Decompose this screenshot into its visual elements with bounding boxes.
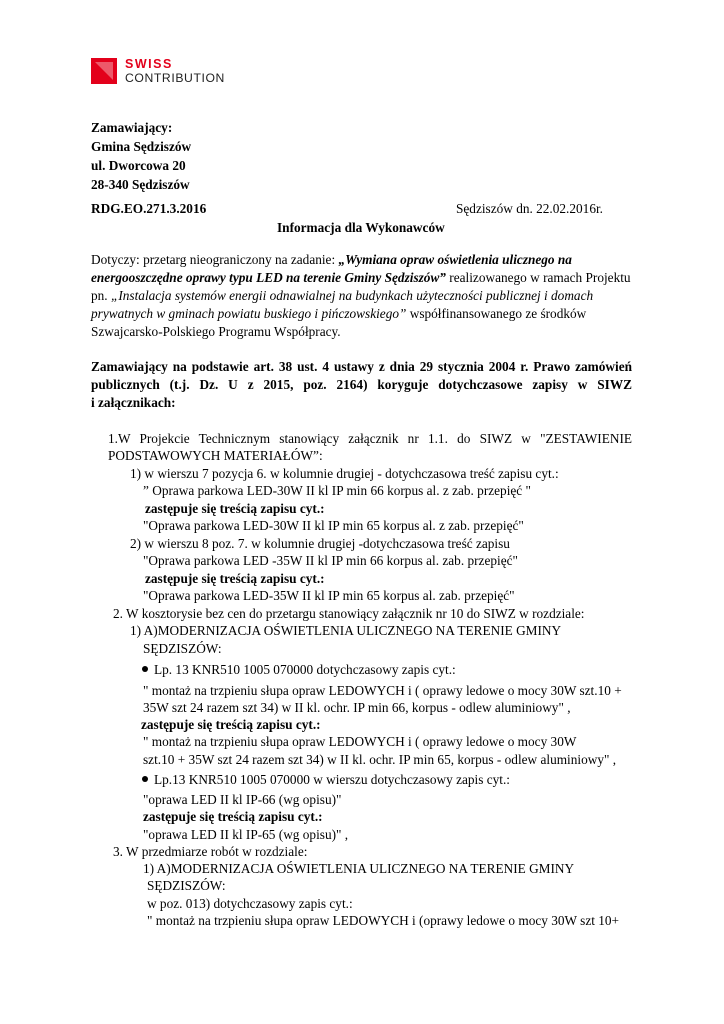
section-1-item-2: 2) w wierszu 8 poz. 7. w kolumnie drugiej -dotychczasowa treść zapisu	[130, 536, 510, 551]
subject-project-name: „Instalacja systemów energii odnawialnej na budynkach użyteczności publicznej i domach	[110, 288, 594, 303]
section-2-lp13b-new: "oprawa LED II kl IP-65 (wg opisu)" ,	[143, 827, 349, 842]
bullet-icon	[142, 666, 148, 672]
section-3-pos013-old: " montaż na trzpieniu słupa opraw LEDOWYCH i (oprawy ledowe o mocy 30W szt 10+	[147, 913, 620, 928]
intro-line-1: Zamawiający na podstawie art. 38 ust. 4 ustawy z dnia 29 stycznia 2004 r. Prawo zamówień	[91, 359, 632, 374]
bullet-icon	[142, 776, 148, 782]
swiss-cross-logo-icon	[91, 58, 117, 84]
subject-line-3	[91, 287, 593, 304]
section-1-item-2-replace: zastępuje się treścią zapisu cyt.:	[145, 571, 325, 586]
section-1-item-2-old: "Oprawa parkowa LED -35W II kl IP min 66 korpus al. zab. przepięć"	[143, 553, 518, 568]
section-3-pos013: w poz. 013) dotychczasowy zapis cyt.:	[147, 896, 353, 911]
section-2-lp13b-old-intro: Lp.13 KNR510 1005 070000 w wierszu dotychczasowy zapis cyt.:	[154, 772, 510, 787]
section-2-chapter: 1) A)MODERNIZACJA OŚWIETLENIA ULICZNEGO NA TERENIE GMINY	[130, 623, 562, 638]
section-1-line-2: PODSTAWOWYCH MATERIAŁÓW”:	[108, 448, 323, 463]
section-1-item-1-old: ” Oprawa parkowa LED-30W II kl IP min 66 korpus al. z zab. przepięć "	[143, 483, 531, 498]
subject-line-5: Szwajcarsko-Polskiego Programu Współpracy.	[91, 324, 341, 339]
authority-name: Gmina Sędziszów	[91, 139, 192, 154]
section-2-lp13-old-intro: Lp. 13 KNR510 1005 070000 dotychczasowy zapis cyt.:	[154, 662, 456, 677]
section-2-lp13b-replace: zastępuje się treścią zapisu cyt.:	[143, 809, 323, 824]
section-3-chapter: 1) A)MODERNIZACJA OŚWIETLENIA ULICZNEGO NA TERENIE GMINY	[143, 861, 575, 876]
document-title: Informacja dla Wykonawców	[277, 220, 445, 235]
subject-cofinancing: współfinansowanego ze środków	[406, 306, 587, 321]
document-date: Sędziszów dn. 22.02.2016r.	[456, 201, 603, 216]
section-2-chapter-cont: SĘDZISZÓW:	[143, 641, 222, 656]
subject-project-name-cont: prywatnych w gminach powiatu buskiego i pińczowskiego”	[91, 306, 407, 321]
section-2-lp13-old-1: " montaż na trzpieniu słupa opraw LEDOWYCH i ( oprawy ledowe o mocy 30W szt.10 +	[143, 683, 622, 698]
section-1-item-1-replace: zastępuje się treścią zapisu cyt.:	[145, 501, 325, 516]
section-2-lp13-new-1: " montaż na trzpieniu słupa opraw LEDOWYCH i ( oprawy ledowe o mocy 30W	[143, 734, 577, 749]
section-3-line-1: 3. W przedmiarze robót w rozdziale:	[113, 844, 308, 859]
authority-city: 28-340 Sędziszów	[91, 177, 190, 192]
subject-line-2	[91, 269, 631, 286]
logo-text-swiss: SWISS	[125, 57, 173, 71]
section-1-item-1-new: "Oprawa parkowa LED-30W II kl IP min 65 korpus al. z zab. przepięć"	[143, 518, 524, 533]
subject-line-1	[91, 251, 572, 268]
section-1-item-1: 1) w wierszu 7 pozycja 6. w kolumnie drugiej - dotychczasowa treść zapisu cyt.:	[130, 466, 559, 481]
subject-line-4	[91, 305, 586, 322]
section-2-line-1: 2. W kosztorysie bez cen do przetargu stanowiący załącznik nr 10 do SIWZ w rozdziale:	[113, 606, 585, 621]
subject-task-name-cont: energooszczędne oprawy typu LED na terenie Gminy Sędziszów”	[91, 270, 446, 285]
intro-line-2: publicznych (t.j. Dz. U z 2015, poz. 2164) koryguje dotychczasowe zapisy w SIWZ	[91, 377, 632, 392]
swiss-contribution-logo	[91, 58, 231, 86]
subject-task-name: „Wymiana opraw oświetlenia ulicznego na	[338, 252, 572, 267]
section-2-lp13-new-2: szt.10 + 35W szt 24 razem szt 34) w II kl. ochr. IP min 65, korpus - odlew aluminiowy" ,	[143, 752, 617, 767]
section-1-item-2-new: "Oprawa parkowa LED-35W II kl IP min 65 korpus al. zab. przepięć"	[143, 588, 515, 603]
subject-intro: Dotyczy: przetarg nieograniczony na zadanie:	[91, 252, 339, 267]
section-2-lp13-old-2: 35W szt 24 razem szt 34) w II kl. ochr. IP min 66, korpus - odlew aluminiowy" ,	[143, 700, 571, 715]
section-2-lp13b-old: "oprawa LED II kl IP-66 (wg opisu)"	[143, 792, 342, 807]
reference-number: RDG.EO.271.3.2016	[91, 201, 207, 216]
intro-line-3: i załącznikach:	[91, 395, 176, 410]
authority-street: ul. Dworcowa 20	[91, 158, 186, 173]
section-1-line-1: 1.W Projekcie Technicznym stanowiący załącznik nr 1.1. do SIWZ w "ZESTAWIENIE	[108, 431, 632, 446]
contracting-authority-label: Zamawiający:	[91, 120, 173, 135]
subject-project-intro: realizowanego w ramach Projektu	[445, 270, 631, 285]
section-2-lp13-replace: zastępuje się treścią zapisu cyt.:	[141, 717, 321, 732]
section-3-chapter-cont: SĘDZISZÓW:	[147, 878, 226, 893]
logo-text-contribution: CONTRIBUTION	[125, 71, 225, 85]
subject-pn: pn.	[91, 288, 111, 303]
